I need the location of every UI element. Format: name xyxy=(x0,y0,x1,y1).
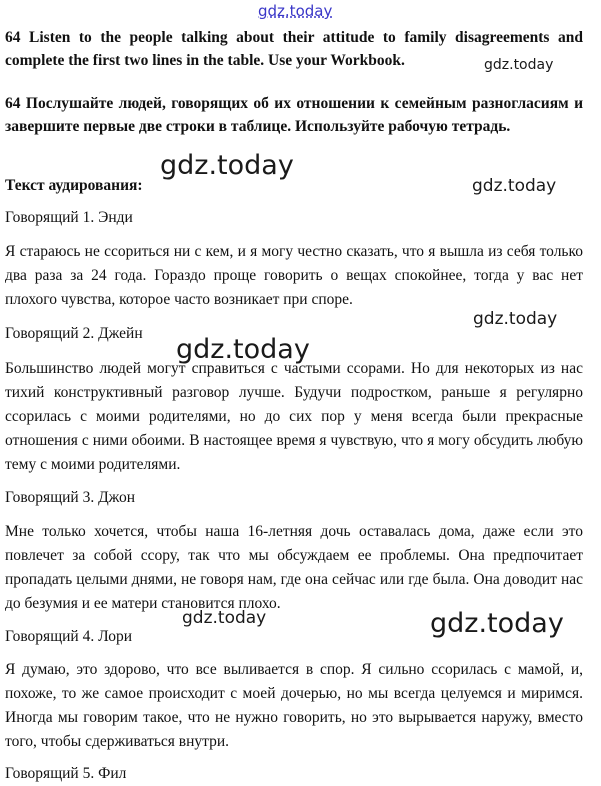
watermark-2: gdz.today xyxy=(160,150,294,181)
watermark-7: gdz.today xyxy=(430,608,564,639)
speaker-4-text: Я думаю, это здорово, что все выливается в спор. Я сильно ссорилась с мамой, и, похоже, то же самое происходит с моей дочерью, но мы всегда целуемся и миримся. Иногда мы говорим такое, что не нужно говорить, но это вырывается наружу, вместо того, чтобы сдерживаться внутри. xyxy=(5,661,583,750)
speaker-2-name: Говорящий 2. Джейн xyxy=(5,325,143,342)
task-english: 64 Listen to the people talking about their attitude to family disagreements and complete the first two lines in the table. Use your Workbook. xyxy=(5,29,583,69)
speaker-5-name: Говорящий 5. Фил xyxy=(5,765,127,782)
speaker-3-text: Мне только хочется, чтобы наша 16-летняя дочь оставалась дома, даже если это повлечет за собой ссору, так что мы обсуждаем ее проблемы. Она предпочитает пропадать целыми днями, не говоря нам, где она сейчас или где была. Она доводит нас до безумия и ее матери становится плохо. xyxy=(5,523,583,612)
speaker-3-name: Говорящий 3. Джон xyxy=(5,489,136,506)
watermark-top: gdz.today xyxy=(258,2,333,20)
transcript-heading: Текст аудирования: xyxy=(5,177,143,194)
speaker-1-text: Я стараюсь не ссориться ни с кем, и я могу честно сказать, что я вышла из себя только два раза за 24 года. Гораздо проще говорить о вещах спокойнее, тогда у вас нет плохого чувства, которое часто возникает при споре. xyxy=(5,243,583,308)
speaker-4-name: Говорящий 4. Лори xyxy=(5,628,133,645)
watermark-3: gdz.today xyxy=(472,176,557,196)
watermark-5: gdz.today xyxy=(176,334,310,365)
watermark-4: gdz.today xyxy=(473,309,558,329)
speaker-2-text: Большинство людей могут справиться с частыми ссорами. Но для некоторых из нас тихий конструктивный разговор лучше. Будучи подростком, раньше я регулярно ссорилась с моими родителями, но до сих пор у меня всегда были прекрасные отношения с ними обоими. В настоящее время я чувствую, что я могу обсудить любую тему с моими родителями. xyxy=(5,360,583,473)
task-russian: 64 Послушайте людей, говорящих об их отношении к семейным разногласиям и завершите первые две строки в таблице. Используйте рабочую тетрадь. xyxy=(5,95,583,135)
speaker-1-name: Говорящий 1. Энди xyxy=(5,209,133,226)
watermark-1: gdz.today xyxy=(484,57,554,73)
watermark-6: gdz.today xyxy=(182,608,267,628)
